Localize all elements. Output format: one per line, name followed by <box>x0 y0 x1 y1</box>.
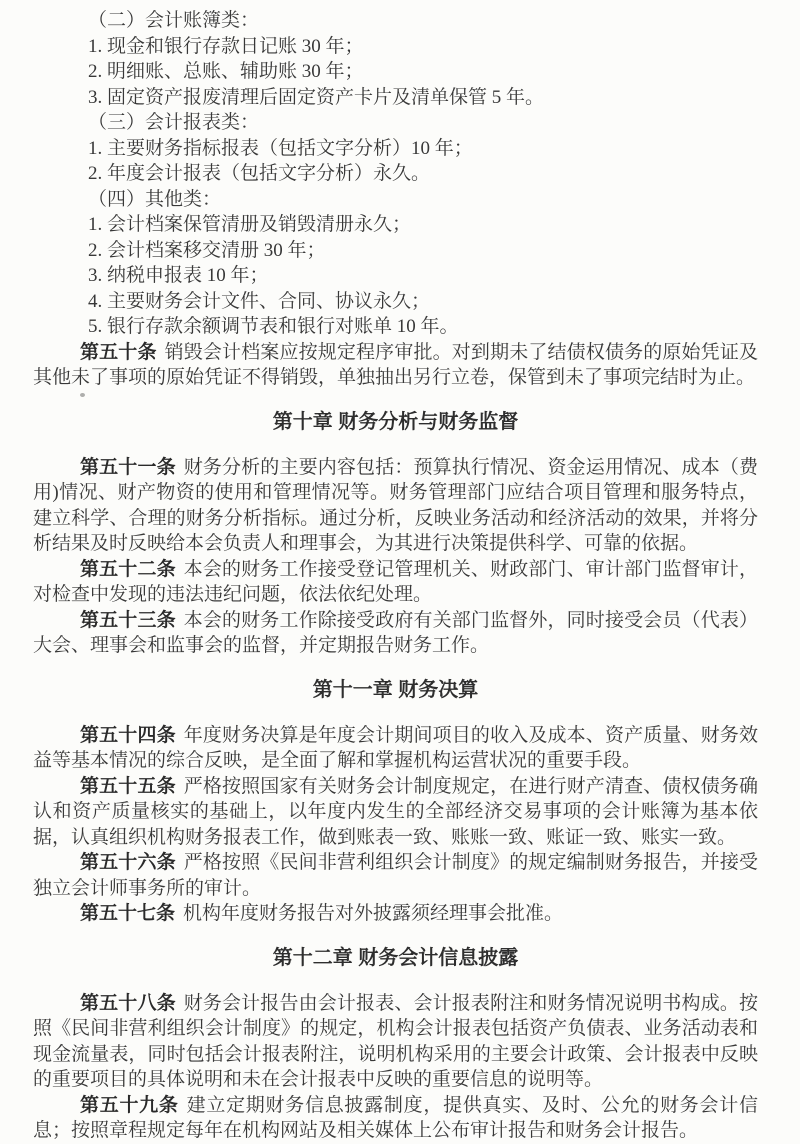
list-item-line: 2. 明细账、总账、辅助账 30 年； <box>88 61 364 82</box>
article-paragraph <box>33 455 758 557</box>
article-text: 本会的财务工作除接受政府有关部门监督外，同时接受会员（代表）大会、理事会和监事会的监督，并定期报告财务工作。 <box>33 609 758 656</box>
article-number-label: 第五十一条 <box>80 456 176 478</box>
article-text: 财务分析的主要内容包括：预算执行情况、资金运用情况、成本（费用)情况、财产物资的使用和管理情况等。财务管理部门应结合项目管理和服务特点，建立科学、合理的财务分析指标。通过分析，反映业务活动和经济活动的效果，并将分析结果及时反映给本会负责人和理事会，为其进行决策提供科学、可靠的依据。 <box>33 456 758 554</box>
article-number-label: 第五十九条 <box>80 1094 179 1116</box>
article-text: 本会的财务工作接受登记管理机关、财政部门、审计部门监督审计，对检查中发现的违法违纪问题，依法依纪处理。 <box>33 558 758 605</box>
list-item-line: （三）会计报表类： <box>88 112 260 133</box>
list-item-line: 1. 主要财务指标报表（包括文字分析）10 年； <box>88 137 473 159</box>
article-number-label: 第五十五条 <box>80 775 176 797</box>
article-number-label: 第五十二条 <box>80 558 176 580</box>
list-item-line: 4. 主要财务会计文件、合同、协议永久； <box>88 290 431 312</box>
article-text: 年度财务决算是年度会计期间项目的收入及成本、资产质量、财务效益等基本情况的综合反映，是全面了解和掌握机构运营状况的重要手段。 <box>33 724 758 771</box>
list-item-line: （四）其他类： <box>88 188 222 210</box>
chapter-heading: 第十二章 财务会计信息披露 <box>272 946 519 969</box>
article-paragraph <box>33 901 758 927</box>
scan-artifact-dot <box>80 393 85 397</box>
article-text: 机构年度财务报告对外披露须经理事会批准。 <box>182 903 563 924</box>
article-paragraph <box>33 723 758 774</box>
article-text: 严格按照国家有关财务会计制度规定，在进行财产清查、债权债务确认和资产质量核实的基础上，以年度内发生的全部经济交易事项的会计账簿为基本依据，认真组织机构财务报表工作，做到账表一致、账账一致、账证一致、账实一致。 <box>33 775 758 848</box>
list-item-line: 2. 年度会计报表（包括文字分析）永久。 <box>88 163 431 184</box>
chapter-heading: 第十一章 财务决算 <box>312 678 479 701</box>
list-item-line: 2. 会计档案移交清册 30 年； <box>88 239 326 261</box>
article-number-label: 第五十四条 <box>80 724 176 746</box>
article-paragraph <box>33 608 758 659</box>
article-text: 财务会计报告由会计报表、会计报表附注和财务情况说明书构成。按照《民间非营利组织会计制度》的规定，机构会计报表包括资产负债表、业务活动表和现金流量表，同时包括会计报表附注，说明机构采用的主要会计政策、会计报表中反映的重要项目的具体说明和未在会计报表中反映的重要信息的说明等。 <box>33 992 758 1090</box>
list-item-line: 1. 会计档案保管清册及销毁清册永久； <box>88 214 412 235</box>
list-item-line: 3. 纳税申报表 10 年； <box>88 265 269 286</box>
article-text: 严格按照《民间非营利组织会计制度》的规定编制财务报告，并接受独立会计师事务所的审计。 <box>33 852 758 899</box>
article-paragraph <box>33 340 758 391</box>
article-text: 销毁会计档案应按规定程序审批。对到期未了结债权债务的原始凭证及其他未了事项的原始凭证不得销毁，单独抽出另行立卷，保管到未了事项完结时为止。 <box>33 341 758 388</box>
article-number-label: 第五十八条 <box>80 992 176 1014</box>
article-number-label: 第五十七条 <box>80 903 176 924</box>
list-item-line: 5. 银行存款余额调节表和银行对账单 10 年。 <box>88 316 459 337</box>
article-number-label: 第五十条 <box>80 341 157 363</box>
article-number-label: 第五十六条 <box>80 852 176 873</box>
article-number-label: 第五十三条 <box>80 609 176 631</box>
article-paragraph <box>33 991 758 1093</box>
list-item-line: 3. 固定资产报废清理后固定资产卡片及清单保管 5 年。 <box>88 86 545 108</box>
article-paragraph <box>33 1093 758 1144</box>
list-item-line: （二）会计账簿类： <box>88 10 260 31</box>
article-paragraph <box>33 774 758 851</box>
article-text: 建立定期财务信息披露制度，提供真实、及时、公允的财务会计信息；按照章程规定每年在机构网站及相关媒体上公布审计报告和财务会计报告。 <box>33 1094 758 1141</box>
article-paragraph <box>33 850 758 901</box>
list-item-line: 1. 现金和银行存款日记账 30 年； <box>88 35 364 57</box>
chapter-heading: 第十章 财务分析与财务监督 <box>272 410 519 433</box>
article-paragraph <box>33 557 758 608</box>
